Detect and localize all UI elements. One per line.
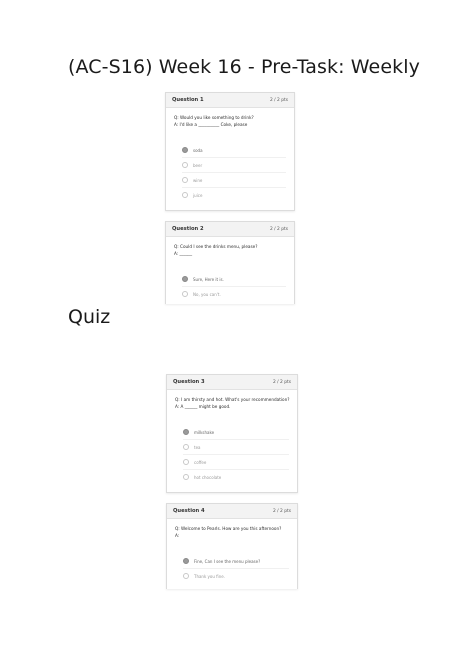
option-label: coffee: [194, 459, 207, 465]
radio-icon[interactable]: [182, 192, 188, 198]
question-text: Q: I am thirsty and hot. What's your recommendation?: [175, 397, 290, 402]
option-label: beer: [193, 162, 203, 168]
answer-text: A: I'd like a __________ Coke, please: [174, 122, 248, 127]
answer-text: A: ______: [174, 251, 193, 256]
radio-icon[interactable]: [183, 573, 189, 579]
page-title-continuation: Quiz: [68, 306, 111, 328]
question-text: Q: Welcome to Pearls. How are you this afternoon?: [175, 526, 282, 531]
question-card-2: [165, 221, 295, 304]
option-label: juice: [193, 192, 203, 198]
option[interactable]: [183, 454, 289, 469]
option[interactable]: [183, 554, 289, 568]
answer-text: A: A ______ might be good.: [175, 404, 231, 409]
radio-icon[interactable]: [182, 162, 188, 168]
option[interactable]: [182, 286, 286, 301]
option-label: hot chocolate: [194, 474, 222, 480]
page-title: (AC-S16) Week 16 - Pre-Task: Weekly: [68, 56, 420, 78]
question-title: Question 2: [172, 226, 204, 232]
question-text: Q: Would you like something to drink?: [174, 115, 254, 120]
answer-options: [182, 143, 286, 202]
radio-icon[interactable]: [182, 177, 188, 183]
question-title: Question 3: [173, 379, 205, 385]
radio-icon[interactable]: [182, 291, 188, 297]
answer-options: [183, 554, 289, 583]
question-title: Question 1: [172, 97, 204, 103]
radio-icon[interactable]: [183, 459, 189, 465]
question-points: 2 / 2 pts: [269, 97, 288, 103]
option-label: Sure, Here it is.: [193, 276, 224, 282]
option-label: Thank you fine.: [194, 573, 225, 579]
question-points: 2 / 2 pts: [272, 379, 291, 385]
option-label: soda: [193, 147, 203, 153]
answer-options: [183, 425, 289, 484]
question-header: [167, 504, 297, 519]
question-header: [166, 222, 294, 237]
option[interactable]: [183, 469, 289, 484]
question-header: [167, 375, 297, 390]
question-title: Question 4: [173, 508, 205, 514]
question-points: 2 / 2 pts: [269, 226, 288, 232]
radio-selected-icon[interactable]: [183, 429, 189, 435]
radio-icon[interactable]: [183, 444, 189, 450]
option-label: tea: [194, 444, 201, 450]
option-label: Fine, Can I see the menu please?: [194, 558, 261, 564]
radio-selected-icon[interactable]: [183, 558, 189, 564]
question-points: 2 / 2 pts: [272, 508, 291, 514]
option-label: milkshake: [194, 429, 215, 435]
option-label: wine: [193, 177, 203, 183]
option[interactable]: [183, 439, 289, 454]
option[interactable]: [183, 425, 289, 439]
option[interactable]: [183, 568, 289, 583]
radio-selected-icon[interactable]: [182, 147, 188, 153]
answer-text: A:: [175, 533, 180, 538]
question-header: [166, 93, 294, 108]
question-text: Q: Could I see the drinks menu, please?: [174, 244, 258, 249]
question-card-3: [166, 374, 298, 493]
option[interactable]: [182, 143, 286, 157]
option[interactable]: [182, 187, 286, 202]
option-label: No, you can't.: [193, 291, 221, 297]
radio-selected-icon[interactable]: [182, 276, 188, 282]
question-card-1: [165, 92, 295, 211]
option[interactable]: [182, 272, 286, 286]
radio-icon[interactable]: [183, 474, 189, 480]
answer-options: [182, 272, 286, 301]
option[interactable]: [182, 157, 286, 172]
question-card-4: [166, 503, 298, 589]
option[interactable]: [182, 172, 286, 187]
